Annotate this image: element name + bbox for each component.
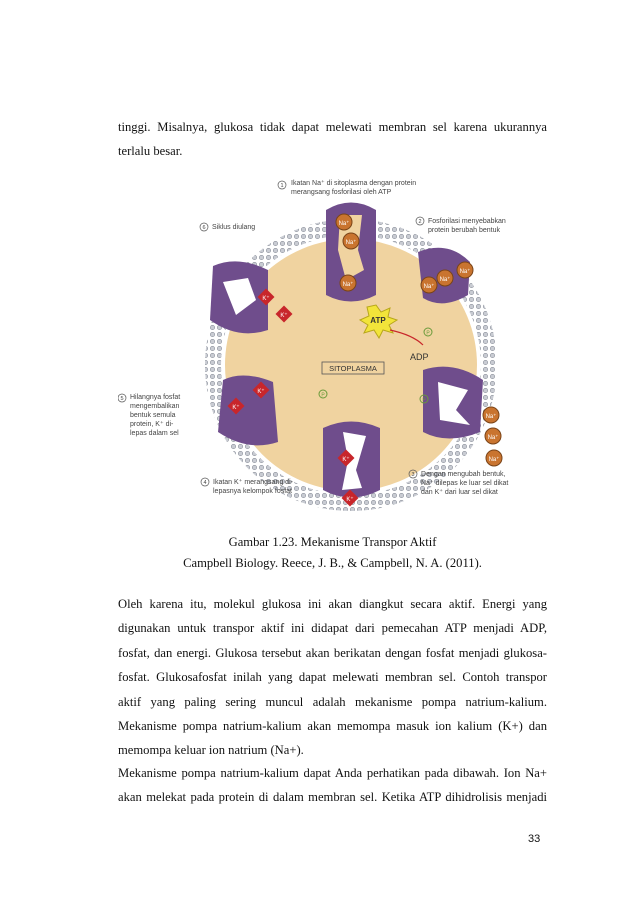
text-line: fosfat. Glukosafosfat inilah yang dapat melewati membran sel. Contoh transpor — [118, 670, 547, 685]
text-line: Oleh karena itu, molekul glukosa ini akan diangkut secara aktif. Energi yang — [118, 597, 547, 611]
paragraph-top — [118, 115, 547, 164]
svg-text:Ikatan Na⁺ di sitoplasma denga: Ikatan Na⁺ di sitoplasma dengan protein — [291, 180, 417, 187]
text-line: tinggi. Misalnya, glukosa tidak dapat melewati membran sel karena ukurannya — [118, 120, 547, 134]
step-6-annotation — [200, 223, 255, 231]
paragraph-middle — [118, 592, 547, 763]
svg-text:merangsang fosforilasi oleh AT: merangsang fosforilasi oleh ATP — [291, 189, 392, 196]
svg-text:P: P — [422, 397, 426, 404]
svg-text:1: 1 — [280, 183, 284, 189]
protein-lower-left — [218, 375, 278, 445]
svg-text:2: 2 — [418, 219, 422, 225]
step-3-annotation — [409, 470, 508, 496]
svg-text:Na⁺: Na⁺ — [342, 282, 354, 288]
sodium-ion — [421, 277, 437, 293]
paragraph-bottom — [118, 761, 547, 810]
svg-text:dan K⁺ dari luar sel dikat: dan K⁺ dari luar sel dikat — [421, 489, 498, 496]
page-number: 33 — [528, 833, 541, 845]
svg-text:Fosforilasi menyebabkan: Fosforilasi menyebabkan — [428, 218, 506, 225]
svg-text:Na⁺: Na⁺ — [423, 284, 435, 290]
svg-text:K⁺: K⁺ — [262, 296, 270, 302]
svg-text:3: 3 — [411, 472, 415, 478]
sodium-potassium-pump-figure — [118, 170, 518, 520]
sodium-ion — [486, 450, 502, 466]
sodium-ion — [485, 428, 501, 444]
sodium-ion — [343, 233, 359, 249]
svg-text:6: 6 — [202, 225, 206, 231]
svg-text:Na⁺: Na⁺ — [338, 221, 350, 227]
svg-text:Hilangnya fosfat: Hilangnya fosfat — [130, 394, 181, 401]
adp-label: ADP — [410, 352, 429, 362]
text-line: digunakan untuk transpor aktif ini didapat dari pemecahan ATP menjadi ADP, — [118, 621, 547, 636]
svg-text:Siklus diulang: Siklus diulang — [212, 224, 256, 231]
svg-text:Na⁺: Na⁺ — [439, 277, 451, 283]
svg-text:Na⁺ dilepas ke luar sel dikat: Na⁺ dilepas ke luar sel dikat — [421, 480, 509, 487]
svg-text:Na⁺: Na⁺ — [459, 269, 471, 275]
text-line: Mekanisme pompa natrium-kalium akan memompa masuk ion kalium (K+) dan — [118, 719, 547, 734]
svg-text:Na⁺: Na⁺ — [488, 457, 500, 463]
text-line: memompa keluar ion natrium (Na+). — [118, 743, 304, 758]
figure-caption-title: Gambar 1.23. Mekanisme Transpor Aktif — [228, 535, 437, 549]
svg-text:4: 4 — [203, 480, 207, 486]
text-line: Mekanisme pompa natrium-kalium dapat Anda perhatikan pada dibawah. Ion Na+ — [118, 766, 547, 780]
svg-text:Na⁺: Na⁺ — [487, 435, 499, 441]
step-5-annotation — [118, 394, 180, 437]
step-2-annotation — [416, 217, 506, 234]
svg-text:Ikatan K⁺ merangsang di-: Ikatan K⁺ merangsang di- — [213, 479, 293, 486]
step-1-annotation — [278, 179, 416, 196]
svg-text:lepas dalam sel: lepas dalam sel — [130, 430, 179, 437]
svg-text:mengembalikan: mengembalikan — [130, 403, 180, 410]
svg-text:protein berubah bentuk: protein berubah bentuk — [428, 227, 500, 234]
sodium-ion — [437, 270, 453, 286]
svg-text:K⁺: K⁺ — [232, 405, 240, 411]
sodium-ion — [483, 407, 499, 423]
text-line: terlalu besar. — [118, 144, 183, 159]
sodium-ion — [457, 262, 473, 278]
svg-text:K⁺: K⁺ — [257, 389, 265, 395]
svg-text:P: P — [321, 392, 325, 399]
figure-caption-source: Campbell Biology. Reece, J. B., & Campbell, N. A. (2011). — [183, 556, 482, 570]
protein-lower-right — [423, 367, 483, 439]
sodium-ion — [336, 214, 352, 230]
svg-text:K⁺: K⁺ — [342, 457, 350, 463]
text-line: fosfat, dan energi. Glukosa tersebut akan berikatan dengan fosfat menjadi glukosa- — [118, 645, 547, 660]
atp-label: ATP — [370, 316, 386, 325]
svg-text:Na⁺: Na⁺ — [345, 240, 357, 246]
svg-text:P: P — [426, 330, 430, 337]
svg-text:5: 5 — [120, 396, 124, 402]
cytoplasm-label: SITOPLASMA — [329, 364, 377, 373]
text-line: akan melekat pada protein di dalam membran sel. Ketika ATP dihidrolisis menjadi — [118, 790, 547, 805]
svg-text:K⁺: K⁺ — [280, 313, 288, 319]
svg-text:protein, K⁺ di-: protein, K⁺ di- — [130, 421, 174, 428]
svg-text:lepasnya kelompok fosfat: lepasnya kelompok fosfat — [213, 488, 292, 495]
svg-text:Na⁺: Na⁺ — [485, 414, 497, 420]
svg-text:bentuk semula: bentuk semula — [130, 412, 176, 419]
text-line: aktif yang paling sering muncul adalah mekanisme pompa natrium-kalium. — [118, 694, 547, 709]
svg-text:Dengan mengubah bentuk,: Dengan mengubah bentuk, — [421, 471, 506, 478]
svg-text:K⁺: K⁺ — [346, 497, 354, 503]
sodium-ion — [340, 275, 356, 291]
